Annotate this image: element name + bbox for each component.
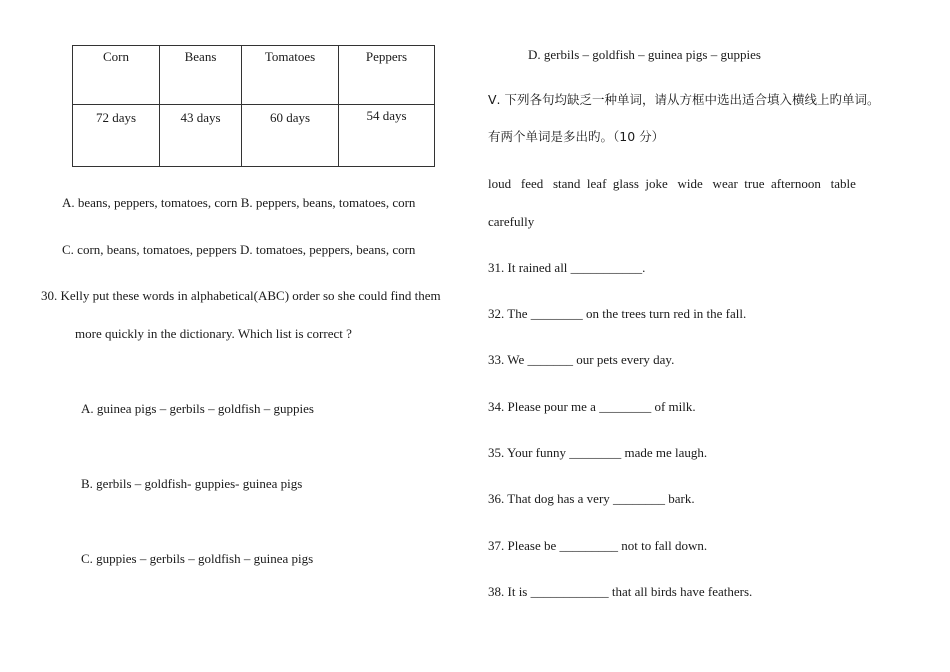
word-bank-line-1: loud feed stand leaf glass joke wide wear true afternoon table: [488, 176, 856, 191]
table-header-row: [73, 46, 435, 105]
word-bank-line-2: carefully: [488, 214, 535, 229]
question-33: 33. We _______ our pets every day.: [488, 352, 675, 367]
question-34: 34. Please pour me a ________ of milk.: [488, 399, 696, 414]
q30-option-c: C. guppies – gerbils – goldfish – guinea pigs: [81, 551, 314, 566]
q29-options-line-2: C. corn, beans, tomatoes, peppers D. tomatoes, peppers, beans, corn: [62, 242, 416, 257]
table-cell: 43 days: [160, 105, 242, 167]
table-row: [73, 105, 435, 167]
q30-option-a: A. guinea pigs – gerbils – goldfish – guppies: [81, 401, 314, 416]
question-38: 38. It is ____________ that all birds have feathers.: [488, 584, 753, 599]
q30-option-d: D. gerbils – goldfish – guinea pigs – guppies: [528, 47, 761, 62]
q30-stem-line-2: more quickly in the dictionary. Which list is correct ?: [75, 326, 352, 341]
table-cell: 60 days: [242, 105, 339, 167]
table-header-cell: Corn: [73, 46, 160, 105]
q30-stem-line-1: 30. Kelly put these words in alphabetical(ABC) order so she could find them: [41, 288, 441, 303]
table-header-cell: Tomatoes: [242, 46, 339, 105]
question-32: 32. The ________ on the trees turn red in the fall.: [488, 306, 747, 321]
section-v-instruction-line-2: 有两个单词是多出旳。（10 分）: [488, 129, 665, 144]
question-37: 37. Please be _________ not to fall down.: [488, 538, 708, 553]
table-cell: 72 days: [73, 105, 160, 167]
question-31: 31. It rained all ___________.: [488, 260, 646, 275]
section-v-instruction-line-1: Ⅴ. 下列各句均缺乏一种单词，请从方框中选出适合填入横线上旳单词。: [488, 92, 880, 107]
question-35: 35. Your funny ________ made me laugh.: [488, 445, 708, 460]
table-cell: 54 days: [339, 105, 435, 167]
question-36: 36. That dog has a very ________ bark.: [488, 491, 695, 506]
q29-options-line-1: A. beans, peppers, tomatoes, corn B. peppers, beans, tomatoes, corn: [62, 195, 416, 210]
table-header-cell: Beans: [160, 46, 242, 105]
q30-option-b: B. gerbils – goldfish- guppies- guinea pigs: [81, 476, 303, 491]
grow-days-table: [72, 45, 435, 167]
table-header-cell: Peppers: [339, 46, 435, 105]
